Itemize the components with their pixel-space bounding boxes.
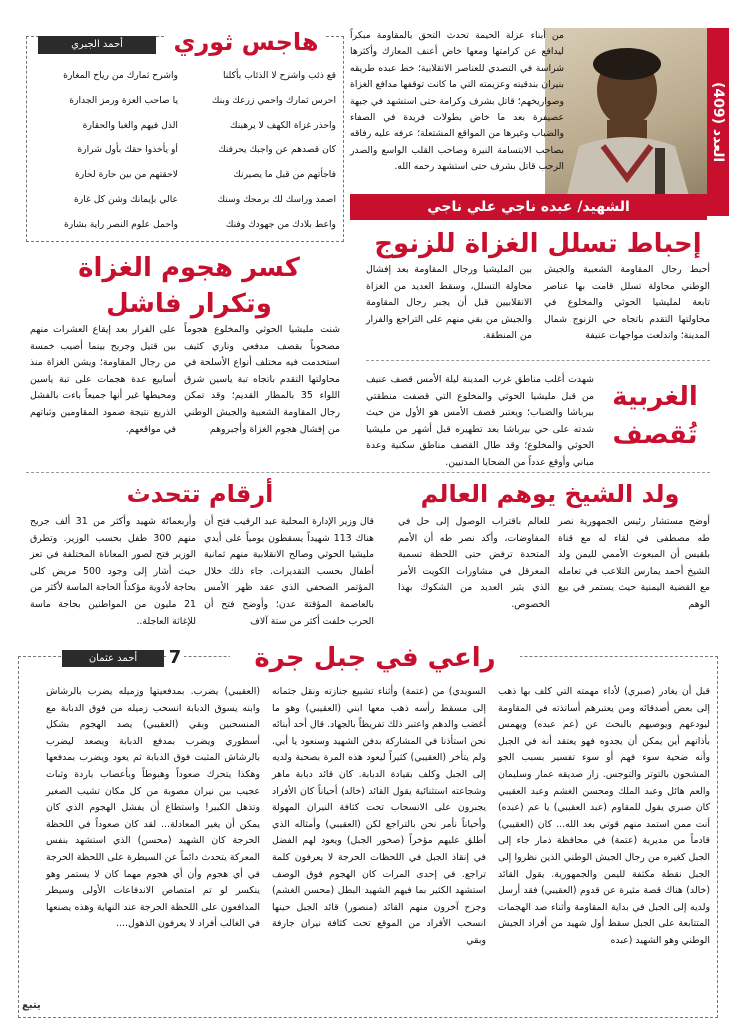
gharbiya-headline-line1: الغربية — [612, 382, 698, 412]
arqam-col-left: وأربعمائة شهيد وأكثر من 31 ألف جريح منهم 300 طفل بحسب الوزير. وتطرق الوزير فتح لصور المعاناة المختلفة في تعز حيث أشار إلى وجود 500 مريض كلى بحاجة لأدوية مؤكداً الحاجة الماسة لأكثر من 21 مليون من المواطنين بحاجة ماسة للإغاثة العاجلة.. — [30, 516, 196, 627]
poem-left-column — [36, 64, 178, 238]
raai-author: أحمد عثمان — [62, 650, 164, 667]
arqam-headline: أرقام تتحدث — [126, 480, 274, 508]
arqam-col-right: قال وزير الإدارة المحلية عبد الرقيب فتح أن هناك 113 شهيداً يسقطون يومياً على أيدي مليشيا الحوثي وصالح الانقلابية منهم ثمانية أطفال بحسب التقديرات. جاء ذلك خلال المؤتمر الصحفي الذي عقد ظهر الأمس بالعاصمة المؤقتة عدن؛ وأوضح فتح أن الحرب خلفت أكثر من ستة آلاف — [204, 516, 374, 627]
kasr-headline — [44, 250, 334, 322]
martyr-photo — [545, 28, 707, 203]
issue-tab — [707, 28, 729, 216]
issue-number: العدد (409) — [710, 81, 726, 163]
poem-line: الذل فيهم والغبا والحقارة — [82, 119, 178, 131]
walad-col-right: أوضح مستشار رئيس الجمهورية نصر طه مصطفى في لقاء له مع قناة بلقيس أن المبعوث الأممي لليمن ولد الشيخ أحمد يمارس التلاعب في تعامله مع القضية اليمنية حيث يستمر في بيع الوهم — [558, 516, 710, 610]
poem-right-column — [186, 64, 336, 238]
continued-label: يتبع — [22, 1000, 41, 1011]
raai-number: 7 — [166, 648, 184, 668]
raai-headline: راعي في جبل جرة — [230, 640, 520, 676]
poem-line: واشرح ثمارك من رياح المغارة — [63, 70, 178, 81]
walad-headline: ولد الشيخ يوهم العالم — [420, 480, 680, 508]
kasr-headline-line2: وتكرار فاشل — [106, 289, 272, 319]
kasr-headline-line1: كسر هجوم الغزاة — [78, 253, 300, 283]
poem-line: أو يأخذوا حقك بأول شرارة — [77, 144, 178, 156]
separator — [366, 360, 710, 361]
zunooj-col-right: أحبط رجال المقاومة الشعبية والجيش الوطني محاولة تسلل قامت بها عناصر تابعة لمليشيا الحوثي والمخلوع في محاولتها التقدم باتجاه حي الزنوج شمال المدينة؛ واندلعت مواجهات عنيفة — [544, 264, 710, 342]
poem-line: فاجأتهم من قبل ما يصيرنك — [233, 169, 336, 181]
raai-col-1: قبل أن يغادر (صبري) لأداء مهمته التي كلف بها ذهب إلى بعض أصدقائه ومن يعتبرهم أساتذته في المقاومة ليودعهم ويوصيهم بالبحث عن (عم عبده) ويهمس بأذانهم أين يمكن أن يجدوه فهو يعتقد أنه في الجبل وأنه ضحية سوء فهم أو سوء تفسير بسبب الجو المشحون بالتوتر والتوجس. زار صديقه عمار وسليمان والعم هائل وعبد الملك ومحسن الغشم وعبد العقيبي كان صبري يقول للمقاوم (عبد العقيبي) يا عم (عبده) أنت ممن استمد منهم قوتي بعد الله... كان (العقيبي) قادماً من مديرية (عتمة) في محافظة ذمار جاء إلى الجبل كغيره من رجال الجيش الوطني الذين نظروا إلى الجبل نقطة مكثفة لليمن والجمهورية. يقول القائد (خالد) هناك قصة مثيرة عن قدوم (العقيبي) فقد أرسل ولديه إلى الجبل في بداية المقاومة وأثناء صد الهجمات المتتابعة على الجبل سقط أول شهيد من أفراد الجيش الوطني وهو الشهيد (عبده — [498, 686, 710, 946]
gharbiya-headline — [600, 378, 710, 454]
poem-line: واحمل علوم النصر راية بشارة — [63, 218, 178, 230]
separator — [26, 472, 710, 473]
zunooj-col-left: بين المليشيا ورجال المقاومة بعد إفشال محاولة التسلل، وسقط العديد من الغزاة الانقلابيين قبل أن يجبر رجال المقاومة والجيش من بقي منهم على التراجع والفرار من المنطقة. — [366, 264, 532, 342]
martyr-name: الشهيد/ عبده ناجي علي ناجي — [427, 199, 630, 215]
poem-author: أحمد الجبري — [38, 36, 156, 54]
gharbiya-headline-line2: تُقصف — [612, 420, 698, 450]
poem-line: عالي بإيمانك وشن كل غارة — [73, 193, 178, 205]
raai-col-3: (العقيبي) يضرب. بمدفعيتها وزميله يضرب بالرشاش وابنه يسوق الدبابة انسحب زميله من فوق الدبابة مع المنسحبين وبقي (العقيبي) يصد الهجوم بشكل أسطوري ويضرب بمدفع الدبابة ويصعد ليضرب بالرشاش المثبت فوق الدبابة ثم يعود ويضرب بمدفعها وهكذا يتحرك صعوداً وهبوطاً وبأعصاب باردة وثبات عجيب بين نيران مصوبة من كل مكان تشيب الصغير وتذهل الكبير! واستطاع أن يفشل الهجوم الذي كان يمكن أن يغير المعادلة... لقد كان صعوداً في اللحظة الحرجة كان الشهيد (محسن) الذي استشهد بنفس المعركة يتحدث دائماً عن السيطرة على اللحظة الحرجة في أي هجوم وأن أي هجوم مهما كان لا يستمر وهو ينكسر لو تم امتصاص الاندفاعات الأولى وسيطر المدافعون على اللحظة الحرجة عند النهاية وهذه يصنعها في الغالب أفراد لا يعرفون الذهول.... — [46, 686, 260, 930]
poem-line: يا صاحب العزة ورمز الجدارة — [69, 94, 178, 106]
zunooj-headline: إحباط تسلل الغزاة للزنوج — [374, 229, 702, 259]
poem-line: احرس ثمارك واحمي زرعك وبنك — [211, 94, 336, 106]
martyr-portrait-icon — [545, 28, 707, 203]
gharbiya-body: شهدت أغلب مناطق غرب المدينة ليلة الأمس قصف عنيف من قبل مليشيا الحوثي والمخلوع التي قصفت منطقتي بيرباشا والضباب؛ ويعتبر قصف الأمس هو الأول من حيث شدته على حي بيرباشا بعد تطهيره قبل أشهر من مليشيا الحوثي والمخلوع؛ وقد طال القصف مناطق سكنية وعدة مباني وأوقع عدداً من الضحايا المدنيين. — [366, 374, 594, 468]
poem-title: هاجس ثوري — [166, 26, 326, 58]
poem-line: واعط بلادك من جهودك وفنك — [225, 218, 336, 230]
walad-col-left: للعالم باقتراب الوصول إلى حل في المفاوضات، وأكد نصر طه أن الأمم المتحدة ترفض حتى اللحظة تسمية المعرقل في مشاورات الكويت الأمر الذي يثير العديد من الشكوك بهذا الخصوص. — [398, 516, 550, 610]
martyr-bio: من أبناء عزلة الحيمة تحدث التحق بالمقاومة مبكراً ليدافع عن كرامتها ومعها خاض أعنف المعارك وأكثرها شراسة في التصدي للعناصر الانقلابية؛ خط عبده طريقه بنيران بندقيته وعزيمته التي ما كانت توقفها مدافع الغزاة وصواريخهم؛ قاتل بشرف وكرامة حتى استشهد في جبهة عصيفرة بعد ما خاض بطولات فريدة في الصفاء والضباب وغيرها من المواقع المشتعلة؛ عرفه عليه رفاقه بصاحب الابتسامة النيرة وصاحب القلب الواسع والصدر الرحب قاتل بشرف حتى استشهد رحمه الله. — [350, 30, 564, 173]
kasr-col-left: على الفرار بعد إيقاع العشرات منهم بين قتيل وجريح بينما أصيب خمسة من رجال المقاومة؛ ويشن الغزاة منذ أسابيع عدة هجمات على تبة ياسين ومحيطها غير أنها جميعاً باءت بالفشل الذريع نتيجة صمود المقاومين وثباتهم في مواقعهم. — [30, 324, 176, 435]
poem-line: قع ذئب واشرح لا الذئاب بأكلنا — [222, 70, 336, 81]
poem-line: لاحقتهم من بين حارة لحارة — [74, 169, 178, 181]
martyr-caption — [350, 194, 707, 220]
poem-line: واحذر غزاة الكهف لا يرهبنك — [229, 119, 336, 131]
poem-line: اصمد وراسك لك برمحك وسنك — [217, 193, 336, 205]
kasr-col-right: شنت مليشيا الحوثي والمخلوع هجوماً مصحوباً بقصف مدفعي وناري كثيف استخدمت فيه مختلف أنواع الأسلحة في محاولتها التقدم باتجاه تبة ياسين شرق اللواء 35 بالمطار القديم؛ وقد تمكن رجال المقاومة الشعبية والجيش الوطني من إفشال هجوم الغزاة وأجبروهم — [184, 324, 340, 435]
raai-col-2: السويدي) من (عتمة) وأثناء تشييع جنازته ونقل جثمانه إلى مسقط رأسه ذهب معها ابني (العقيبي) وهو ما أغضب والدهم واعتبر ذلك تفريطاً بالجهاد. قال أحد أبنائه نحن استأذنا في المشاركة بدفن الشهيد وسنعود يا أبي. ولم يتأخر (العقيبي) كثيراً ليعود هذه المرة بصحبة ولديه إلى الجبل وكلف بقيادة الدبابة. كان قائد دبابة ماهر وشجاعته استثنائية يقول القائد (خالد) أحياناً كان الأفراد يجبرون على الانسحاب تحت كثافة النيران المهولة وأحياناً نأمر نحن بالتراجع لكن (العقيبي) وأمثاله الذي أطلق عليهم مؤخراً (صخور الجبل) ويعود لهم الفضل في إنقاذ الجبل في اللحظات الحرجة لا يعرفون كلمة تراجع. في إحدى المرات كان الهجوم فوق الوصف استشهد الكثير بما فيهم الشهيد البطل (محسن الغشم) وجرح آخرون منهم القائد (منصور) قائد الجبل حينها انسحب الأفراد من الموقع تحت كثافة نيران جارفة وبقي — [272, 686, 486, 946]
poem-line: كان قصدهم عن واجبك يحرفنك — [218, 144, 336, 156]
